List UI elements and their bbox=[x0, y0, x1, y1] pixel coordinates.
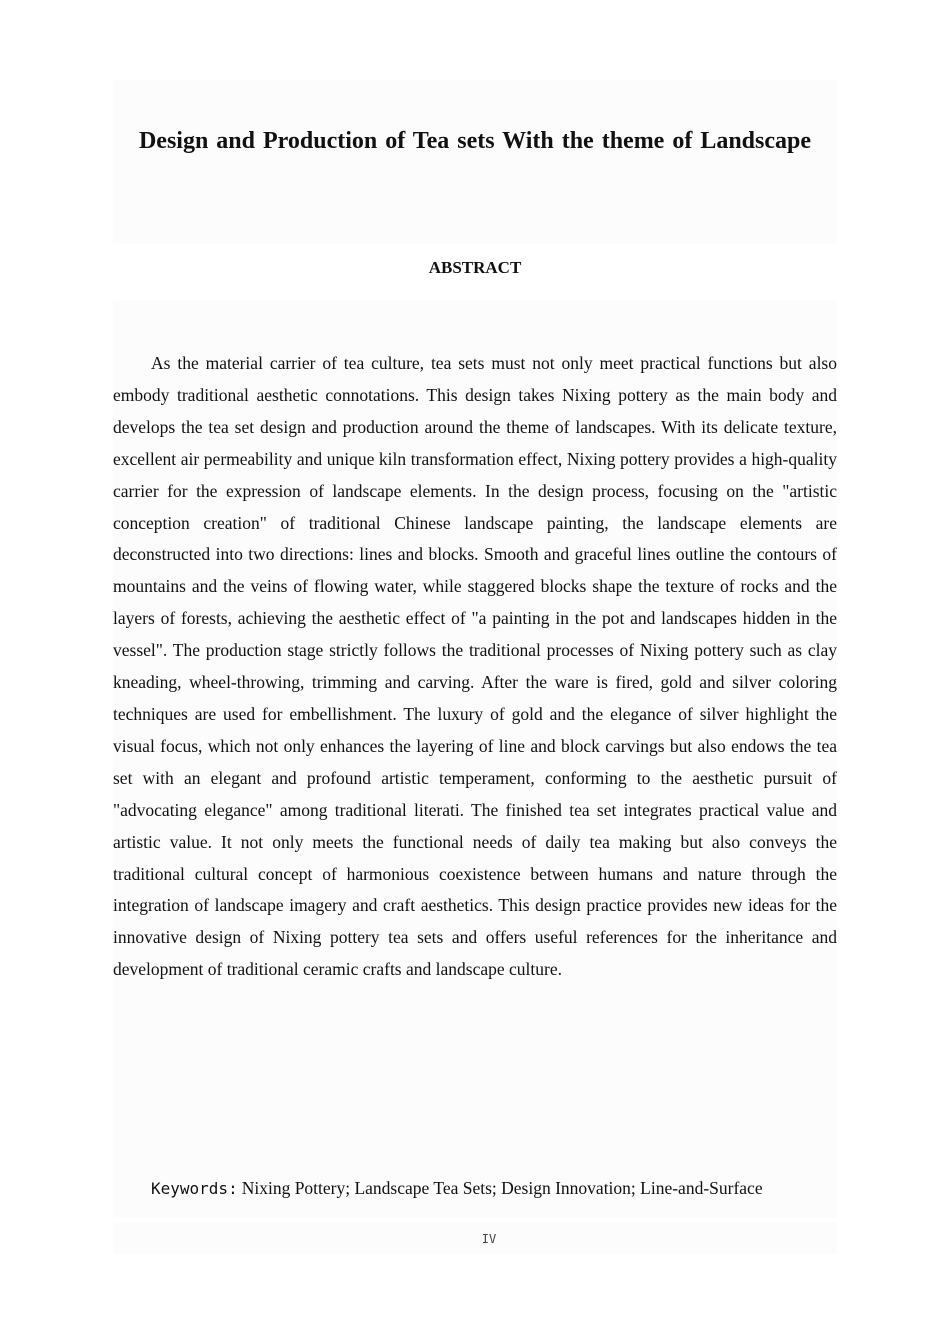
keywords-list: Nixing Pottery; Landscape Tea Sets; Design Innovation; Line-and-Surface bbox=[241, 1178, 763, 1198]
abstract-heading: ABSTRACT bbox=[428, 258, 522, 277]
abstract-paragraph: As the material carrier of tea culture, tea sets must not only meet practical functions but also embody traditional aesthetic connotations. This design takes Nixing pottery as the main body and develops the tea set design and production around the theme of landscapes. With its delicate texture, excellent air permeability and unique kiln transformation effect, Nixing pottery provides a high-quality carrier for the expression of landscape elements. In the design process, focusing on the "artistic conception creation" of traditional Chinese landscape painting, the landscape elements are deconstructed into two directions: lines and blocks. Smooth and graceful lines outline the contours of mountains and the veins of flowing water, while staggered blocks shape the texture of rocks and the layers of forests, achieving the aesthetic effect of "a painting in the pot and landscapes hidden in the vessel". The production stage strictly follows the traditional processes of Nixing pottery such as clay kneading, wheel-throwing, trimming and carving. After the ware is fired, gold and silver coloring techniques are used for embellishment. The luxury of gold and the elegance of silver highlight the visual focus, which not only enhances the layering of line and block carvings but also endows the tea set with an elegant and profound artistic temperament, conforming to the aesthetic pursuit of "advocating elegance" among traditional literati. The finished tea set integrates practical value and artistic value. It not only meets the functional needs of daily tea making but also conveys the traditional cultural concept of harmonious coexistence between humans and nature through the integration of landscape imagery and craft aesthetics. This design practice provides new ideas for the innovative design of Nixing pottery tea sets and offers useful references for the inheritance and development of traditional ceramic crafts and landscape culture. bbox=[113, 353, 837, 980]
page-number: IV bbox=[481, 1232, 497, 1246]
paper-title: Design and Production of Tea sets With the theme of Landscape bbox=[138, 128, 812, 154]
keywords-label: Keywords: bbox=[151, 1179, 238, 1198]
title-region bbox=[113, 80, 837, 244]
keywords-line bbox=[151, 1175, 841, 1202]
